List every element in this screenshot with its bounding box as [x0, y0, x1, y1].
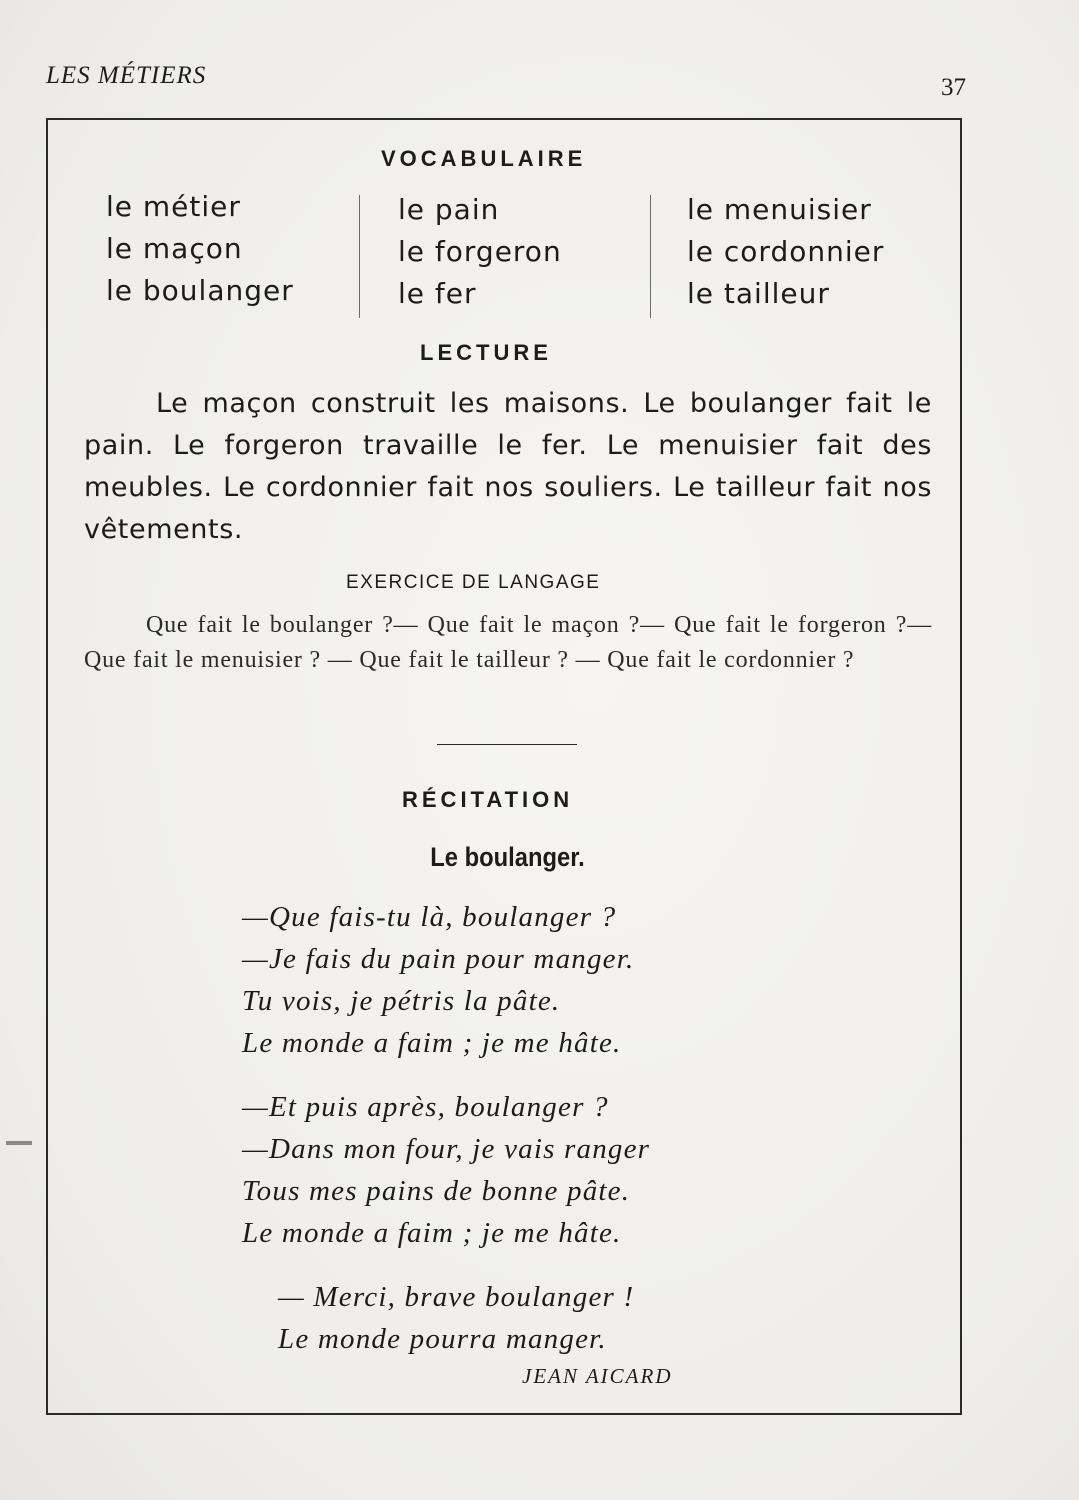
vocab-column-1 [106, 186, 294, 312]
column-divider [650, 195, 651, 318]
section-rule [437, 744, 577, 745]
vocab-word: le tailleur [687, 277, 830, 310]
exercice-heading: EXERCICE DE LANGAGE [346, 572, 601, 593]
vocab-word: le métier [106, 190, 241, 223]
vocab-word: le boulanger [106, 274, 294, 307]
poem-stanza-2 [242, 1086, 650, 1254]
vocab-word: le cordonnier [687, 235, 885, 268]
poem-line: Le monde a faim ; je me hâte. [242, 1027, 622, 1059]
poem-line: —Dans mon four, je vais ranger [242, 1133, 651, 1165]
running-head: LES MÉTIERS [46, 62, 207, 89]
vocab-word: le menuisier [687, 193, 872, 226]
poem-line: Le monde pourra manger. [278, 1323, 607, 1355]
poem-author: JEAN AICARD [522, 1364, 673, 1388]
vocabulaire-heading: VOCABULAIRE [381, 146, 587, 171]
vocab-column-3 [687, 189, 884, 315]
poem-line: —Et puis après, boulanger ? [242, 1091, 609, 1123]
vocab-word: le maçon [106, 232, 243, 265]
poem-stanza-3 [278, 1276, 634, 1360]
poem-title: Le boulanger. [430, 842, 585, 872]
poem-line: Tu vois, je pétris la pâte. [242, 985, 561, 1017]
lecture-paragraph: Le maçon construit les maisons. Le boulanger fait le pain. Le forgeron travaille le fer. Le menuisier fait des meubles. Le cordonnier fait nos souliers. Le tailleur fait nos vêtements. [84, 388, 932, 545]
lecture-heading: LECTURE [420, 340, 552, 365]
poem-line: Tous mes pains de bonne pâte. [242, 1175, 631, 1207]
page-number: 37 [941, 74, 966, 101]
column-divider [359, 195, 360, 318]
poem-line: —Que fais-tu là, boulanger ? [242, 901, 617, 933]
poem-stanza-1 [242, 896, 634, 1064]
vocab-column-2 [398, 189, 562, 315]
poem-line: Le monde a faim ; je me hâte. [242, 1217, 622, 1249]
recitation-heading: RÉCITATION [402, 787, 574, 812]
vocab-word: le forgeron [398, 235, 562, 268]
exercice-paragraph: Que fait le boulanger ?— Que fait le maçon ?— Que fait le forgeron ?— Que fait le menuisier ? — Que fait le tailleur ? — Que fait le cordonnier ? [84, 612, 932, 673]
poem-line: —Je fais du pain pour manger. [242, 943, 635, 975]
vocab-word: le fer [398, 277, 477, 310]
page-edge-mark [6, 1141, 32, 1145]
vocab-word: le pain [398, 193, 500, 226]
poem-line: — Merci, brave boulanger ! [278, 1281, 635, 1313]
